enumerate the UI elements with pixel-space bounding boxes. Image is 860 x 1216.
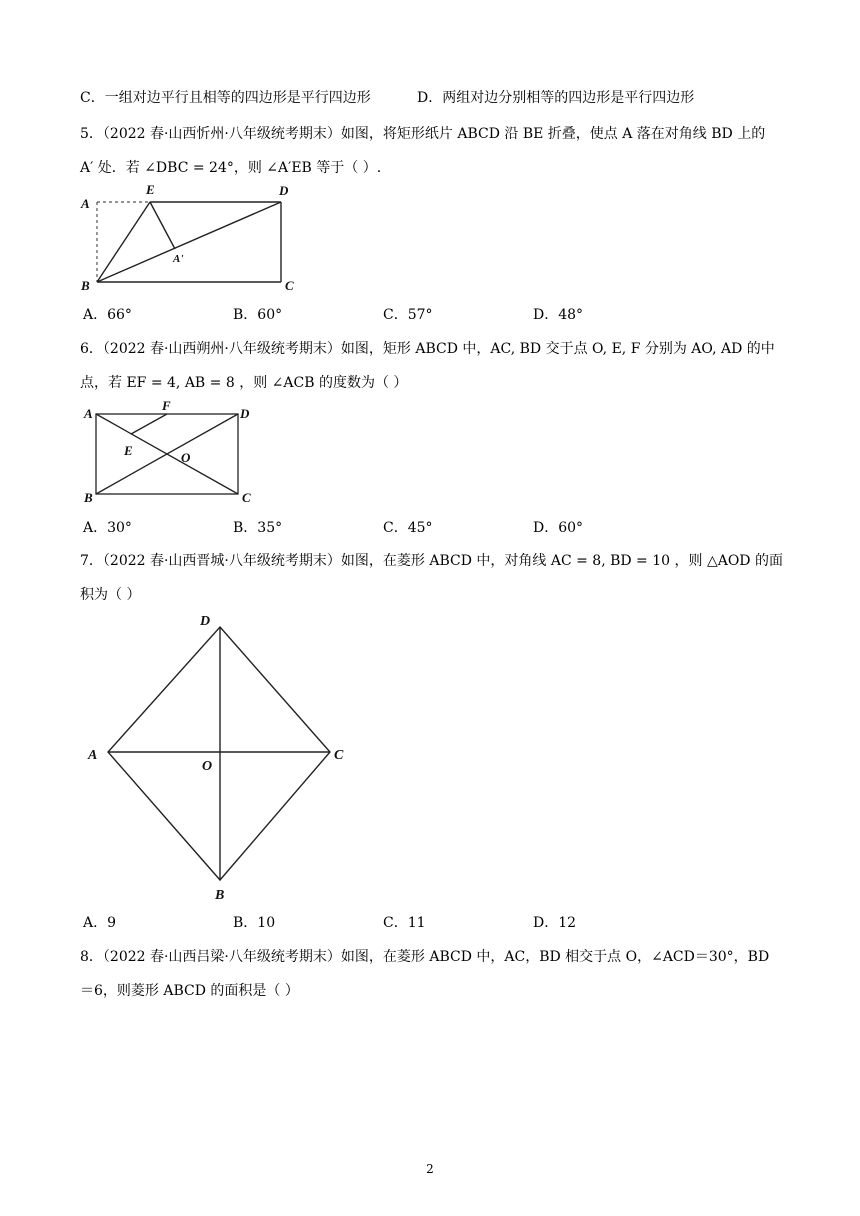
- q7-label-B: B: [215, 888, 225, 903]
- q5-label-D: D: [279, 183, 289, 198]
- q7-stem-line1: 7．（2022 春·山西晋城·八年级统考期末）如图，在菱形 ABCD 中，对角线 AC = 8, BD = 10 ，则 △AOD 的面: [80, 553, 783, 569]
- q7-label-C: C: [334, 748, 344, 763]
- q5-label-A: A: [81, 196, 90, 211]
- q5-label-B: B: [81, 278, 90, 293]
- q7-option-b: B．10: [233, 915, 276, 931]
- q7-rhombus: [108, 627, 330, 880]
- q7-option-c: C．11: [383, 915, 426, 931]
- q7-figure: [80, 605, 370, 905]
- q6-label-A: A: [84, 406, 93, 421]
- q4-option-c: C．一组对边平行且相等的四边形是平行四边形: [80, 90, 371, 106]
- q5-label-A-prime: A': [173, 253, 184, 265]
- q6-label-F: F: [162, 398, 171, 413]
- q6-option-c: C．45°: [383, 520, 433, 536]
- q6-label-C: C: [242, 490, 251, 505]
- q6-option-a: A．30°: [83, 520, 132, 536]
- q5-label-E: E: [146, 182, 155, 197]
- q6-label-O: O: [181, 450, 191, 465]
- q4-option-d: D．两组对边分别相等的四边形是平行四边形: [417, 90, 695, 106]
- q8-stem-line1: 8．（2022 春·山西吕梁·八年级统考期末）如图，在菱形 ABCD 中，AC，BD 相交于点 O，∠ACD＝30°，BD: [80, 949, 770, 965]
- q6-stem-line1: 6．（2022 春·山西朔州·八年级统考期末）如图，矩形 ABCD 中，AC, BD 交于点 O, E, F 分别为 AO, AD 的中: [80, 341, 775, 357]
- q7-label-O: O: [202, 759, 213, 774]
- q6-label-D: D: [240, 406, 250, 421]
- q8-stem-line2: ＝6，则菱形 ABCD 的面积是（ ）: [80, 983, 299, 999]
- q7-stem-line2: 积为（ ）: [80, 587, 141, 603]
- q6-label-E: E: [124, 443, 133, 458]
- q5-diagonal-BD: [97, 202, 281, 282]
- q5-stem-line2: A′ 处．若 ∠DBC = 24°，则 ∠A′EB 等于（ ）.: [80, 160, 382, 176]
- q5-stem-line1: 5．（2022 春·山西忻州·八年级统考期末）如图，将矩形纸片 ABCD 沿 BE 折叠，使点 A 落在对角线 BD 上的: [80, 126, 766, 142]
- q6-option-d: D．60°: [533, 520, 584, 536]
- q7-label-D: D: [200, 614, 211, 629]
- q5-option-b: B．60°: [233, 307, 283, 323]
- q7-label-A: A: [88, 748, 98, 763]
- q5-figure: [78, 180, 308, 295]
- q5-option-d: D．48°: [533, 307, 584, 323]
- q6-figure: [78, 398, 278, 508]
- q5-segment-EA: [150, 202, 175, 249]
- q7-option-a: A．9: [83, 915, 117, 931]
- page-number: 2: [426, 1162, 434, 1176]
- q7-option-d: D．12: [533, 915, 577, 931]
- q6-segment-EF: [131, 414, 167, 434]
- q6-stem-line2: 点，若 EF = 4, AB = 8 ，则 ∠ACB 的度数为（ ）: [80, 375, 408, 391]
- q5-option-c: C．57°: [383, 307, 433, 323]
- q6-label-B: B: [84, 490, 93, 505]
- q6-option-b: B．35°: [233, 520, 283, 536]
- q5-option-a: A．66°: [83, 307, 132, 323]
- q5-label-C: C: [285, 278, 294, 293]
